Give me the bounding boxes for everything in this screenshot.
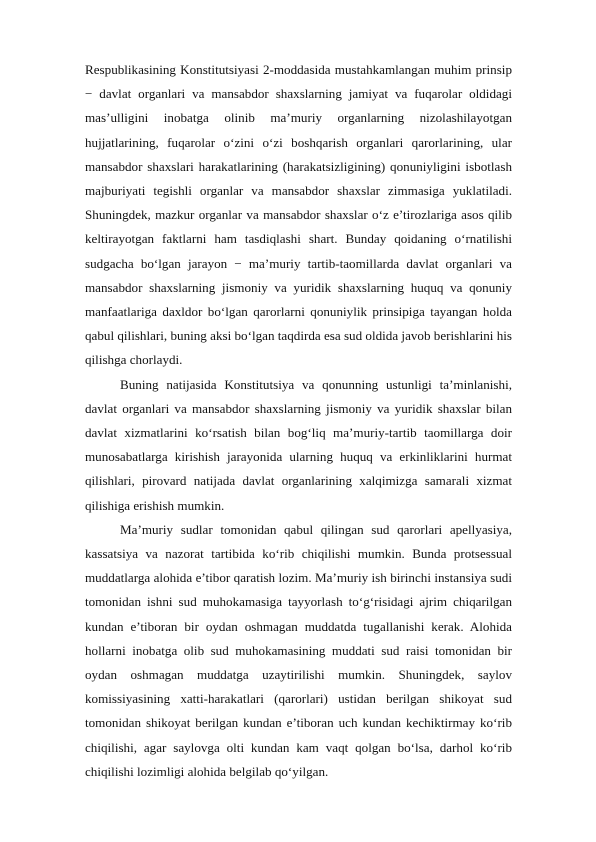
paragraph-1: Respublikasining Konstitutsiyasi 2-moddasida mustahkamlangan muhim prinsip − davlat organlari va mansabdor shaxslarning jamiyat va fuqarolar oldidagi mas’ulligini inobatga olinib ma’muriy organlarning nizolashilayotgan hujjatlarining, fuqarolar o‘zini o‘zi boshqarish organlari qarorlarining, ular mansabdor shaxslari harakatlarining (harakatsizligining) qonuniyligini isbotlash majburiyati tegishli organlar va mansabdor shaxslar zimmasiga yuklatiladi. Shuningdek, mazkur organlar va mansabdor shaxslar o‘z e’tirozlariga asos qilib keltirayotgan faktlarni ham tasdiqlashi shart. Bunday qoidaning o‘rnatilishi sudgacha bo‘lgan jarayon − ma’muriy tartib-taomillarda davlat organlari va mansabdor shaxslarning jismoniy va yuridik shaxslarning huquq va qonuniy manfaatlariga daxldor bo‘lgan qarorlarni qonuniylik prinsipiga tayangan holda qabul qilishlari, buning aksi bo‘lgan taqdirda esa sud oldida javob berishlarini his qilishga chorlaydi. — [85, 62, 512, 368]
document-body — [85, 58, 512, 784]
paragraph-2: Buning natijasida Konstitutsiya va qonunning ustunligi ta’minlanishi, davlat organlari va mansabdor shaxslarning jismoniy va yuridik shaxslar bilan davlat xizmatlarini ko‘rsatish bilan bog‘liq ma’muriy-tartib taomillarga doir munosabatlarga kirishish jarayonida ularning huquq va erkinliklarini hurmat qilishlari, pirovard natijada davlat organlarining xalqimizga samarali xizmat qilishiga erishish mumkin. — [85, 376, 512, 513]
paragraph-3: Ma’muriy sudlar tomonidan qabul qilingan sud qarorlari apellyasiya, kassatsiya va nazorat tartibida ko‘rib chiqilishi mumkin. Bunda protsessual muddatlarga alohida e’tibor qaratish lozim. Ma’muriy ish birinchi instansiya sudi tomonidan ishni sud muhokamasiga tayyorlash to‘g‘risidagi ajrim chiqarilgan kundan e’tiboran bir oydan oshmagan muddatda tugallanishi kerak. Alohida hollarni inobatga olib sud muhokamasining muddati sud raisi tomonidan bir oydan oshmagan muddatga uzaytirilishi mumkin. Shuningdek, saylov komissiyasining xatti-harakatlari (qarorlari) ustidan berilgan shikoyat sud tomonidan shikoyat berilgan kundan e’tiboran uch kundan kechiktirmay ko‘rib chiqilishi, agar saylovga olti kundan kam vaqt qolgan bo‘lsa, darhol ko‘rib chiqilishi lozimligi alohida belgilab qo‘yilgan. — [85, 521, 512, 779]
